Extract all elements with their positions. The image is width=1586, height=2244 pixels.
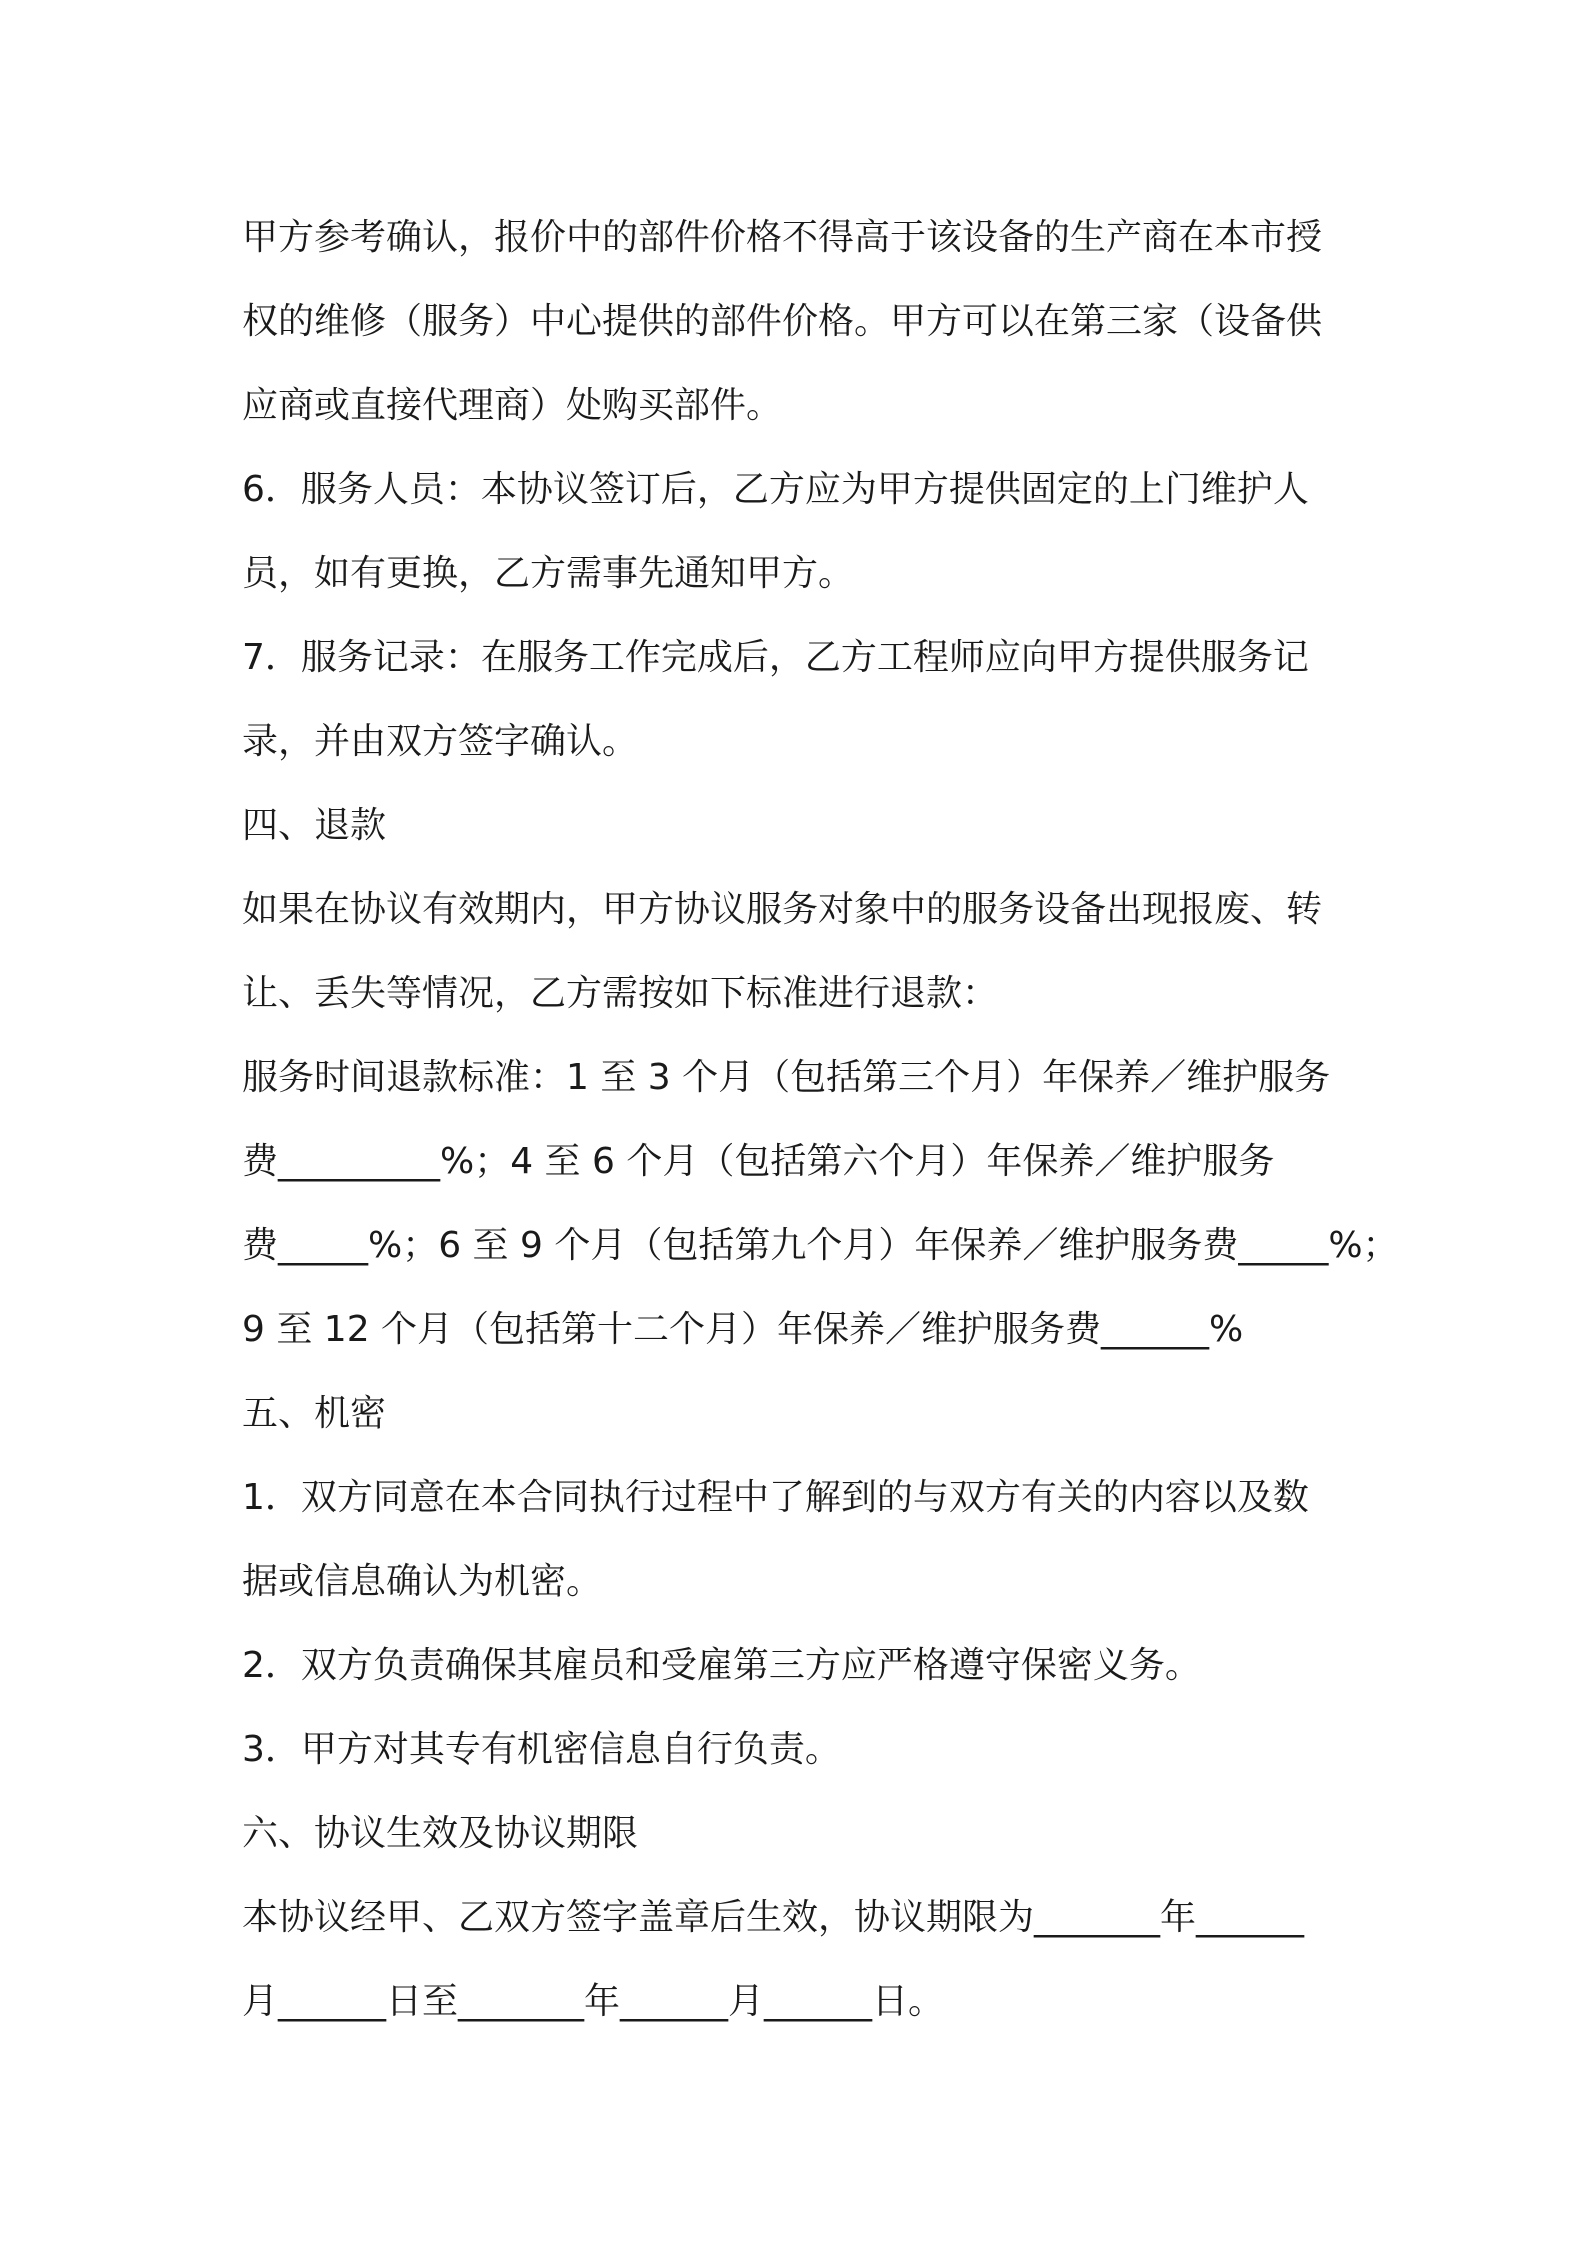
refund-standard-line: 服务时间退款标准：1 至 3 个月（包括第三个月）年保养／维护服务 — [242, 1057, 1331, 1098]
clause-1-confidentiality: 1．双方同意在本合同执行过程中了解到的与双方有关的内容以及数 — [242, 1477, 1309, 1518]
effective-term-line: 月______日至_______年______月______日。 — [242, 1981, 944, 2022]
section-heading-effective-term: 六、协议生效及协议期限 — [242, 1813, 639, 1854]
refund-standard-line: 费_____%；6 至 9 个月（包括第九个月）年保养／维护服务费_____%； — [242, 1225, 1399, 1266]
document-body — [242, 196, 1399, 2044]
text-line: 据或信息确认为机密。 — [242, 1561, 603, 1602]
clause-6-service-staff: 6．服务人员：本协议签订后，乙方应为甲方提供固定的上门维护人 — [242, 469, 1309, 510]
text-line: 权的维修（服务）中心提供的部件价格。甲方可以在第三家（设备供 — [242, 301, 1323, 342]
section-heading-confidentiality: 五、机密 — [242, 1393, 387, 1434]
section-heading-refund: 四、退款 — [242, 805, 387, 846]
clause-2-confidentiality: 2．双方负责确保其雇员和受雇第三方应严格遵守保密义务。 — [242, 1645, 1201, 1686]
text-line: 让、丢失等情况，乙方需按如下标准进行退款： — [242, 973, 999, 1014]
text-line: 应商或直接代理商）处购买部件。 — [242, 385, 783, 426]
text-line: 录，并由双方签字确认。 — [242, 721, 639, 762]
clause-7-service-record: 7．服务记录：在服务工作完成后，乙方工程师应向甲方提供服务记 — [242, 637, 1309, 678]
refund-standard-line: 费_________%；4 至 6 个月（包括第六个月）年保养／维护服务 — [242, 1141, 1275, 1182]
effective-term-line: 本协议经甲、乙双方签字盖章后生效，协议期限为_______年______ — [242, 1897, 1305, 1938]
text-line: 甲方参考确认，报价中的部件价格不得高于该设备的生产商在本市授 — [242, 217, 1323, 258]
text-line: 如果在协议有效期内，甲方协议服务对象中的服务设备出现报废、转 — [242, 889, 1323, 930]
clause-3-confidentiality: 3．甲方对其专有机密信息自行负责。 — [242, 1729, 841, 1770]
text-line: 员，如有更换，乙方需事先通知甲方。 — [242, 553, 855, 594]
refund-standard-line: 9 至 12 个月（包括第十二个月）年保养／维护服务费______% — [242, 1309, 1244, 1350]
